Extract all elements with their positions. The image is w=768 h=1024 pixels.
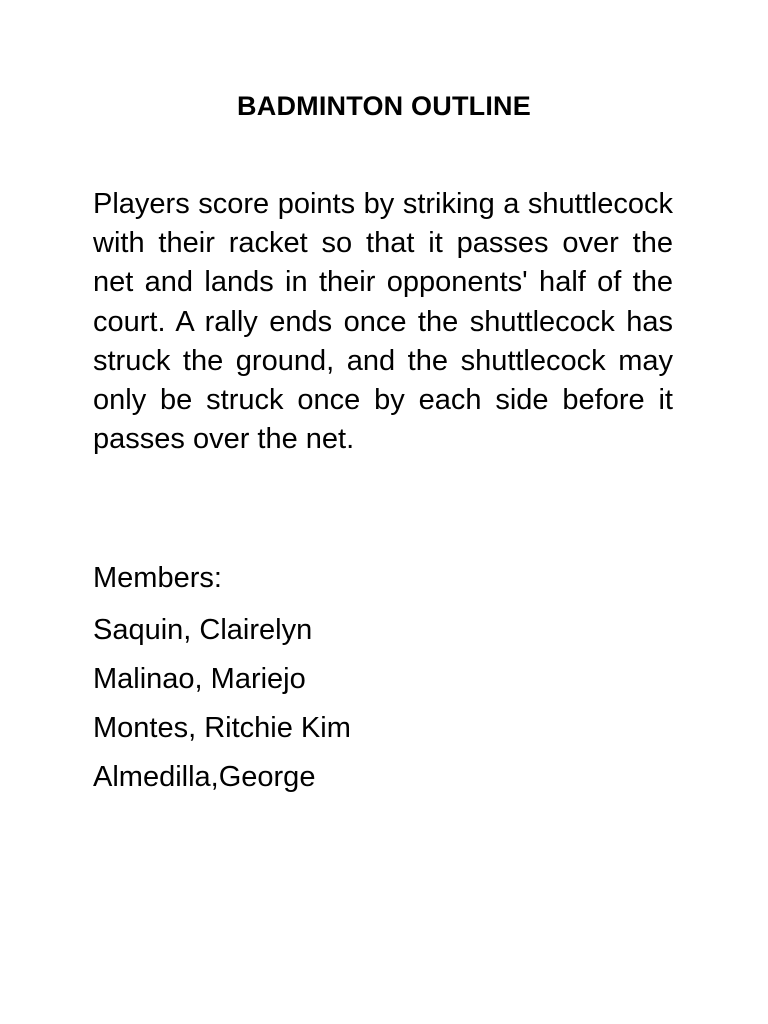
member-item: Montes, Ritchie Kim [93, 712, 351, 744]
members-list [93, 606, 351, 802]
member-item: Malinao, Mariejo [93, 663, 306, 695]
member-item: Almedilla,George [93, 761, 316, 793]
member-item: Saquin, Clairelyn [93, 614, 313, 646]
body-paragraph: Players score points by striking a shuttlecock with their racket so that it passes over the net and lands in their opponents' half of the court. A rally ends once the shuttlecock has struck the ground, and the shuttlecock may only be struck once by each side before it passes over the net. [93, 188, 673, 456]
members-heading: Members: [93, 562, 222, 594]
page-title: BADMINTON OUTLINE [237, 91, 531, 121]
